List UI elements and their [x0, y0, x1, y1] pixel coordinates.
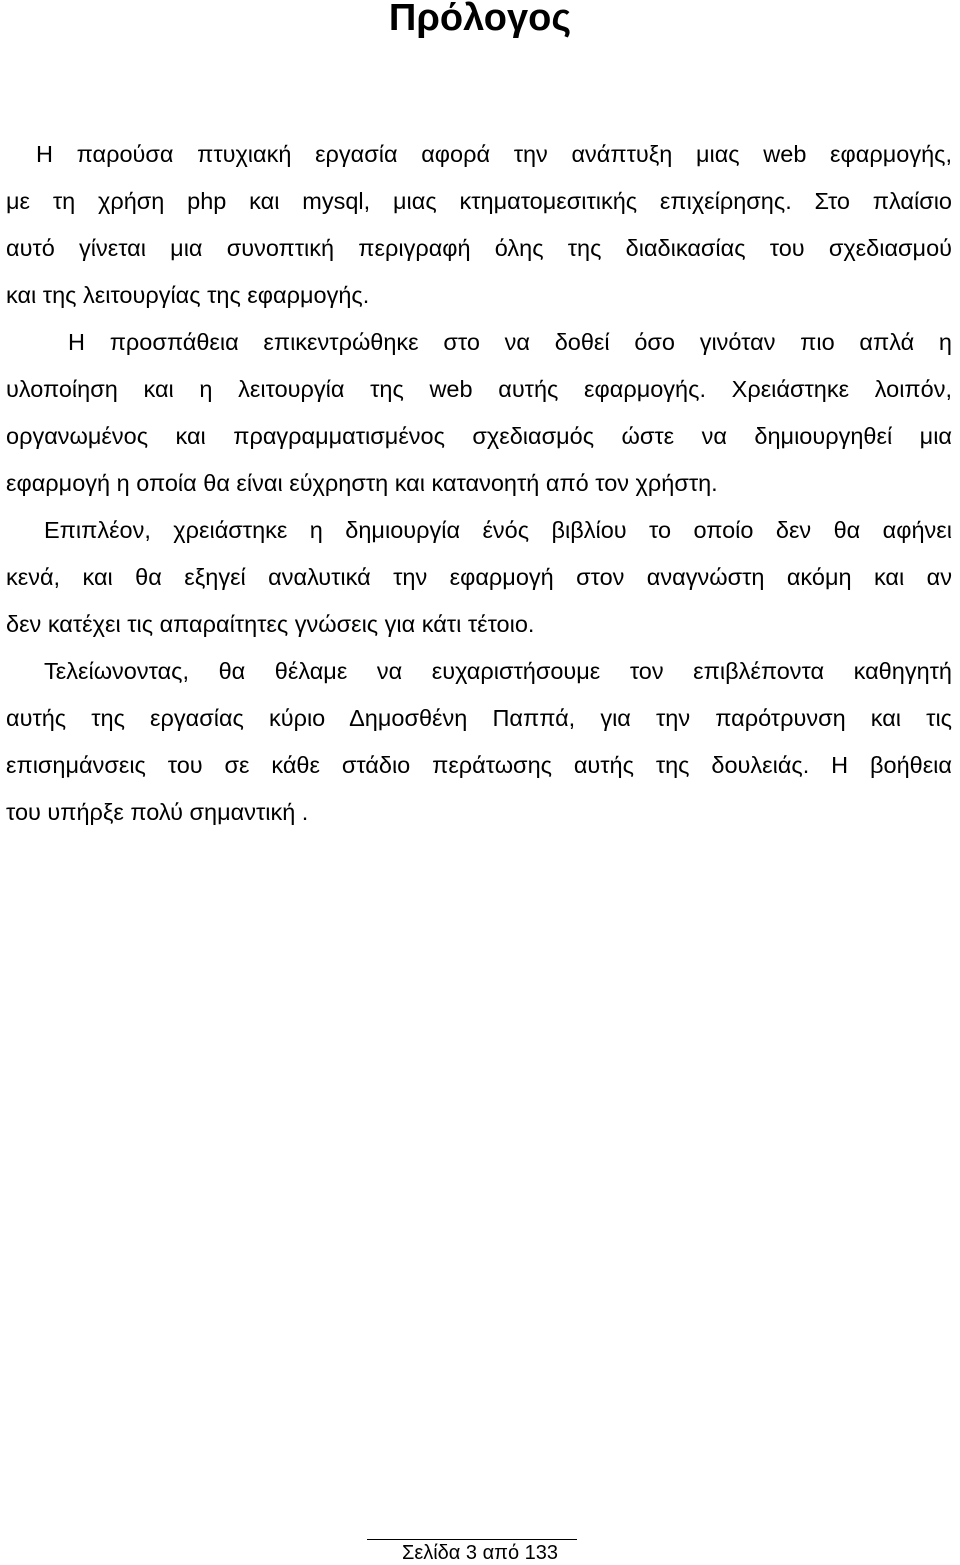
footer-divider	[367, 1539, 577, 1540]
text-line: οργανωμένος και πραγραμματισμένος σχεδιασμός ώστε να δημιουργηθεί μια	[6, 423, 952, 449]
page-title: Πρόλογος	[388, 0, 572, 39]
text-line: του υπήρξε πολύ σημαντική .	[6, 799, 309, 825]
text-line: αυτό γίνεται μια συνοπτική περιγραφή όλης της διαδικασίας του σχεδιασμού	[6, 235, 952, 261]
text-line: εφαρμογή η οποία θα είναι εύχρηστη και κατανοητή από τον χρήστη.	[6, 470, 718, 496]
text-line: Η παρούσα πτυχιακή εργασία αφορά την ανάπτυξη μιας web εφαρμογής,	[36, 141, 952, 167]
paragraph-intro	[6, 131, 952, 319]
text-line: δεν κατέχει τις απαραίτητες γνώσεις για κάτι τέτοιο.	[6, 611, 535, 637]
text-line: Η προσπάθεια επικεντρώθηκε στο να δοθεί όσο γινόταν πιο απλά η	[68, 329, 952, 355]
text-line: υλοποίηση και η λειτουργία της web αυτής εφαρμογής. Χρειάστηκε λοιπόν,	[6, 376, 952, 402]
paragraph-effort	[6, 319, 952, 507]
text-line: με τη χρήση php και mysql, μιας κτηματομεσιτικής επιχείρησης. Στο πλαίσιο	[6, 188, 952, 214]
paragraph-thanks	[6, 648, 952, 836]
text-line: επισημάνσεις του σε κάθε στάδιο περάτωσης αυτής της δουλειάς. Η βοήθεια	[6, 752, 952, 778]
text-line: Επιπλέον, χρειάστηκε η δημιουργία ένός βιβλίου το οποίο δεν θα αφήνει	[44, 517, 952, 543]
paragraph-book	[6, 507, 952, 648]
document-body	[6, 131, 952, 836]
page-footer: Σελίδα 3 από 133	[401, 1542, 559, 1564]
text-line: αυτής της εργασίας κύριο Δημοσθένη Παππά, για την παρότρυνση και τις	[6, 705, 952, 731]
text-line: Τελείωνοντας, θα θέλαμε να ευχαριστήσουμε τον επιβλέποντα καθηγητή	[44, 658, 952, 684]
text-line: κενά, και θα εξηγεί αναλυτικά την εφαρμογή στον αναγνώστη ακόμη και αν	[6, 564, 952, 590]
text-line: και της λειτουργίας της εφαρμογής.	[6, 282, 370, 308]
